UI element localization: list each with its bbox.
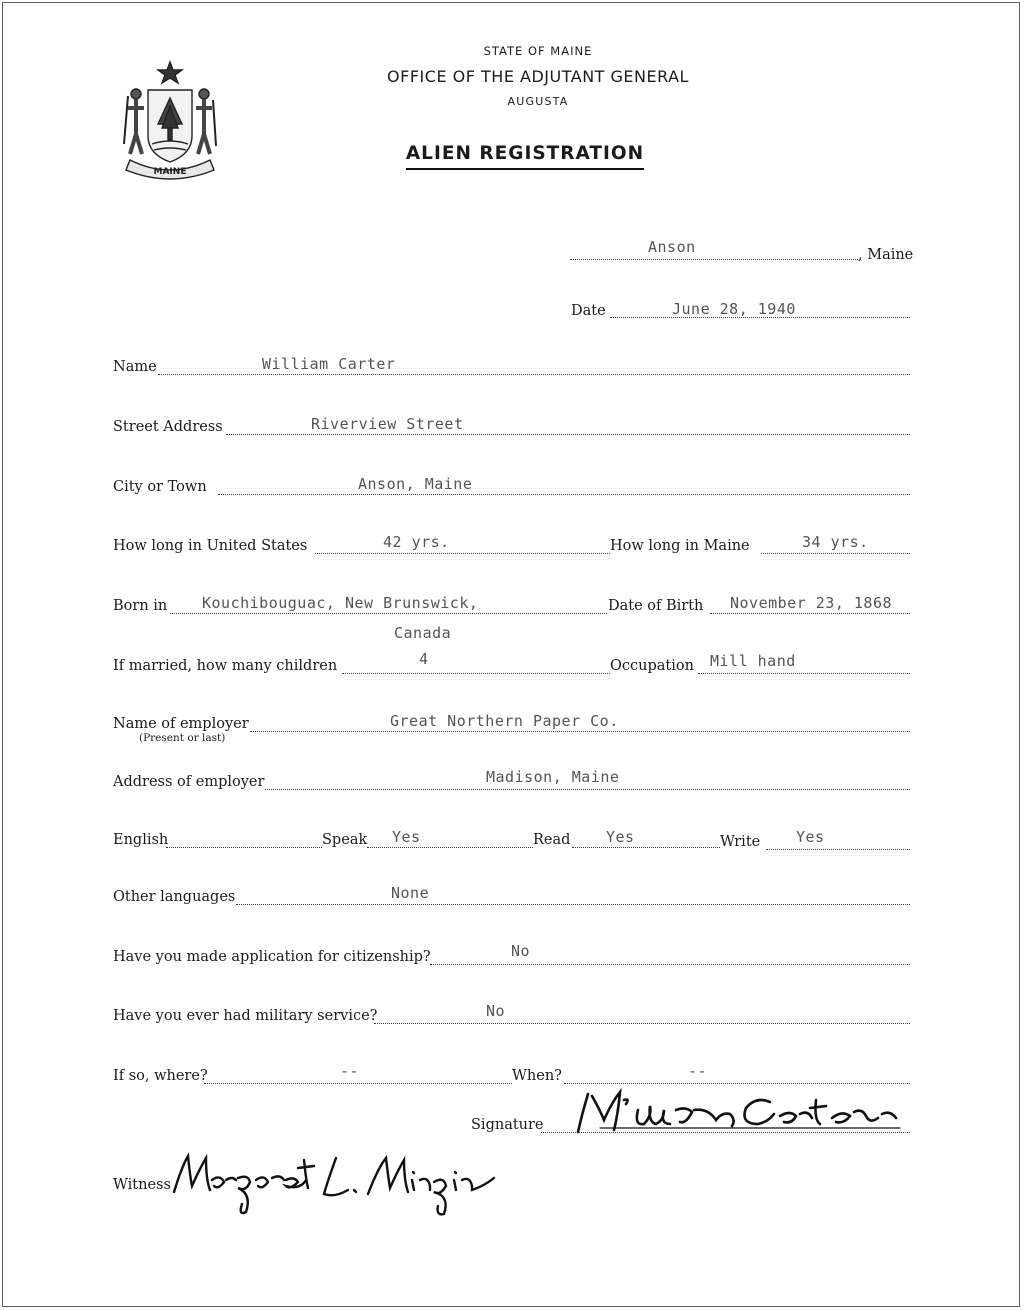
read-line: [572, 847, 720, 848]
header-state: STATE OF MAINE: [483, 44, 593, 58]
seal-text: MAINE: [153, 167, 187, 177]
employer-label: Name of employer: [113, 716, 249, 732]
citizenship-line: [430, 964, 910, 965]
born-in-value: Kouchibouguac, New Brunswick,: [202, 594, 479, 612]
other-languages-label: Other languages: [113, 889, 236, 905]
us-years-label: How long in United States: [113, 538, 308, 554]
maine-years-value: 34 yrs.: [802, 533, 869, 551]
children-line: [342, 673, 610, 674]
form-title-text: ALIEN REGISTRATION: [406, 143, 644, 170]
us-years-line: [315, 553, 610, 554]
street-value: Riverview Street: [311, 415, 464, 433]
where-label: If so, where?: [113, 1068, 208, 1084]
employer-address-label: Address of employer: [113, 774, 265, 790]
where-value: --: [340, 1062, 360, 1080]
speak-value: Yes: [392, 828, 421, 846]
write-value: Yes: [796, 828, 825, 846]
employer-address-line: [265, 789, 910, 790]
write-line: [766, 849, 910, 850]
speak-line: [367, 847, 533, 848]
name-line: [158, 374, 910, 375]
citizenship-value: No: [511, 942, 531, 960]
when-label: When?: [512, 1068, 562, 1084]
born-in-line: [170, 613, 607, 614]
city-value: Anson, Maine: [358, 475, 473, 493]
signature-handwriting: [560, 1080, 910, 1140]
english-line: [166, 847, 322, 848]
witness-label: Witness: [113, 1177, 171, 1193]
city-line: [218, 494, 910, 495]
children-label: If married, how many children: [113, 658, 338, 674]
occupation-value: Mill hand: [710, 652, 796, 670]
us-years-value: 42 yrs.: [383, 533, 450, 551]
maine-years-line: [761, 553, 910, 554]
born-in-value-2: Canada: [394, 624, 452, 642]
employer-value: Great Northern Paper Co.: [390, 712, 619, 730]
location-line: [570, 259, 858, 260]
read-value: Yes: [606, 828, 635, 846]
maine-years-label: How long in Maine: [610, 538, 750, 554]
name-label: Name: [113, 359, 157, 375]
street-line: [226, 434, 910, 435]
employer-line: [250, 731, 910, 732]
dob-line: [710, 613, 910, 614]
date-value: June 28, 1940: [672, 300, 796, 318]
read-label: Read: [533, 832, 571, 848]
location-value: Anson: [648, 238, 696, 256]
name-value: William Carter: [262, 355, 396, 373]
where-line: [204, 1083, 512, 1084]
when-value: --: [688, 1062, 708, 1080]
date-label: Date: [571, 303, 606, 319]
occupation-line: [698, 673, 910, 674]
other-languages-value: None: [391, 884, 430, 902]
write-label: Write: [720, 834, 761, 850]
header-city: AUGUSTA: [507, 95, 569, 108]
children-value: 4: [419, 650, 429, 668]
employer-address-value: Madison, Maine: [486, 768, 620, 786]
military-value: No: [486, 1002, 506, 1020]
born-in-label: Born in: [113, 598, 168, 614]
other-languages-line: [236, 904, 910, 905]
military-line: [374, 1023, 910, 1024]
location-suffix: , Maine: [858, 247, 914, 263]
dob-value: November 23, 1868: [730, 594, 893, 612]
dob-label: Date of Birth: [608, 598, 704, 614]
witness-handwriting: [168, 1146, 528, 1218]
header-office: OFFICE OF THE ADJUTANT GENERAL: [387, 67, 689, 86]
signature-label: Signature: [471, 1117, 544, 1133]
street-label: Street Address: [113, 419, 223, 435]
employer-sublabel: (Present or last): [139, 732, 226, 744]
occupation-label: Occupation: [610, 658, 694, 674]
speak-label: Speak: [322, 832, 368, 848]
form-title: [0, 143, 1024, 170]
citizenship-label: Have you made application for citizenship?: [113, 949, 431, 965]
city-label: City or Town: [113, 479, 207, 495]
military-label: Have you ever had military service?: [113, 1008, 378, 1024]
english-label: English: [113, 832, 169, 848]
